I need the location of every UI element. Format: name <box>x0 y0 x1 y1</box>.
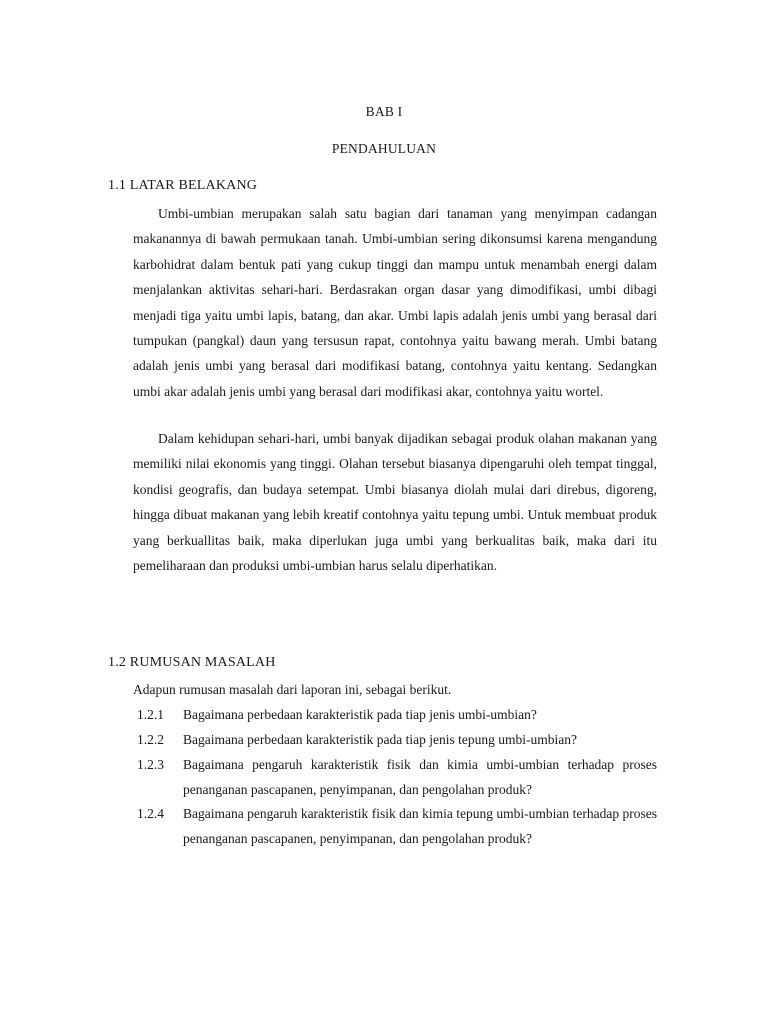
chapter-number: BAB I <box>365 104 403 119</box>
paragraph: Umbi-umbian merupakan salah satu bagian dari tanaman yang menyimpan cadangan makanannya di bawah permukaan tanah. Umbi-umbian sering dikonsumsi karena mengandung karbohidrat dalam bentuk pati yang cukup tinggi dan mampu untuk menambah energi dalam menjalankan aktivitas sehari-hari. Berdasrakan organ dasar yang dimodifikasi, umbi dibagi menjadi tiga yaitu umbi lapis, batang, dan akar. Umbi lapis adalah jenis umbi yang berasal dari tumpukan (pangkal) daun yang tersusun rapat, contohnya yaitu bawang merah. Umbi batang adalah jenis umbi yang berasal dari modifikasi batang, contohnya yaitu kentang. Sedangkan umbi akar adalah jenis umbi yang berasal dari modifikasi akar, contohnya yaitu wortel. <box>133 206 657 399</box>
list-item-number: 1.2.2 <box>137 732 164 747</box>
paragraph: Dalam kehidupan sehari-hari, umbi banyak dijadikan sebagai produk olahan makanan yang memiliki nilai ekonomis yang tinggi. Olahan tersebut biasanya dipengaruhi oleh tempat tinggal, kondisi geografis, dan budaya setempat. Umbi biasanya diolah mulai dari direbus, digoreng, hingga dibuat makanan yang lebih kreatif contohnya yaitu tepung umbi. Untuk membuat produk yang berkuallitas baik, maka diperlukan juga umbi yang berkualitas baik, maka dari itu pemeliharaan dan produksi umbi-umbian harus selalu diperhatikan. <box>133 431 657 574</box>
list-item <box>137 702 657 727</box>
list-item <box>137 727 657 752</box>
list-item-text: Bagaimana perbedaan karakteristik pada tiap jenis tepung umbi-umbian? <box>183 732 577 747</box>
list-item-text: Bagaimana perbedaan karakteristik pada tiap jenis umbi-umbian? <box>183 707 537 722</box>
list-item-text: Bagaimana pengaruh karakteristik fisik dan kimia umbi-umbian terhadap proses penanganan pascapanen, penyimpanan, dan pengolahan produk? <box>183 757 657 798</box>
section-heading-rumusan-masalah: 1.2 RUMUSAN MASALAH <box>108 655 276 670</box>
chapter-title: PENDAHULUAN <box>331 141 437 156</box>
section-heading-latar-belakang: 1.1 LATAR BELAKANG <box>108 178 258 193</box>
list-item <box>137 752 657 802</box>
list-item-number: 1.2.4 <box>137 806 164 821</box>
list-item-number: 1.2.1 <box>137 707 164 722</box>
list-item-number: 1.2.3 <box>137 757 164 772</box>
list-item <box>137 801 657 851</box>
list-item-text: Bagaimana pengaruh karakteristik fisik dan kimia tepung umbi-umbian terhadap proses penanganan pascapanen, penyimpanan, dan pengolahan produk? <box>183 806 657 847</box>
list-intro: Adapun rumusan masalah dari laporan ini, sebagai berikut. <box>133 682 452 697</box>
